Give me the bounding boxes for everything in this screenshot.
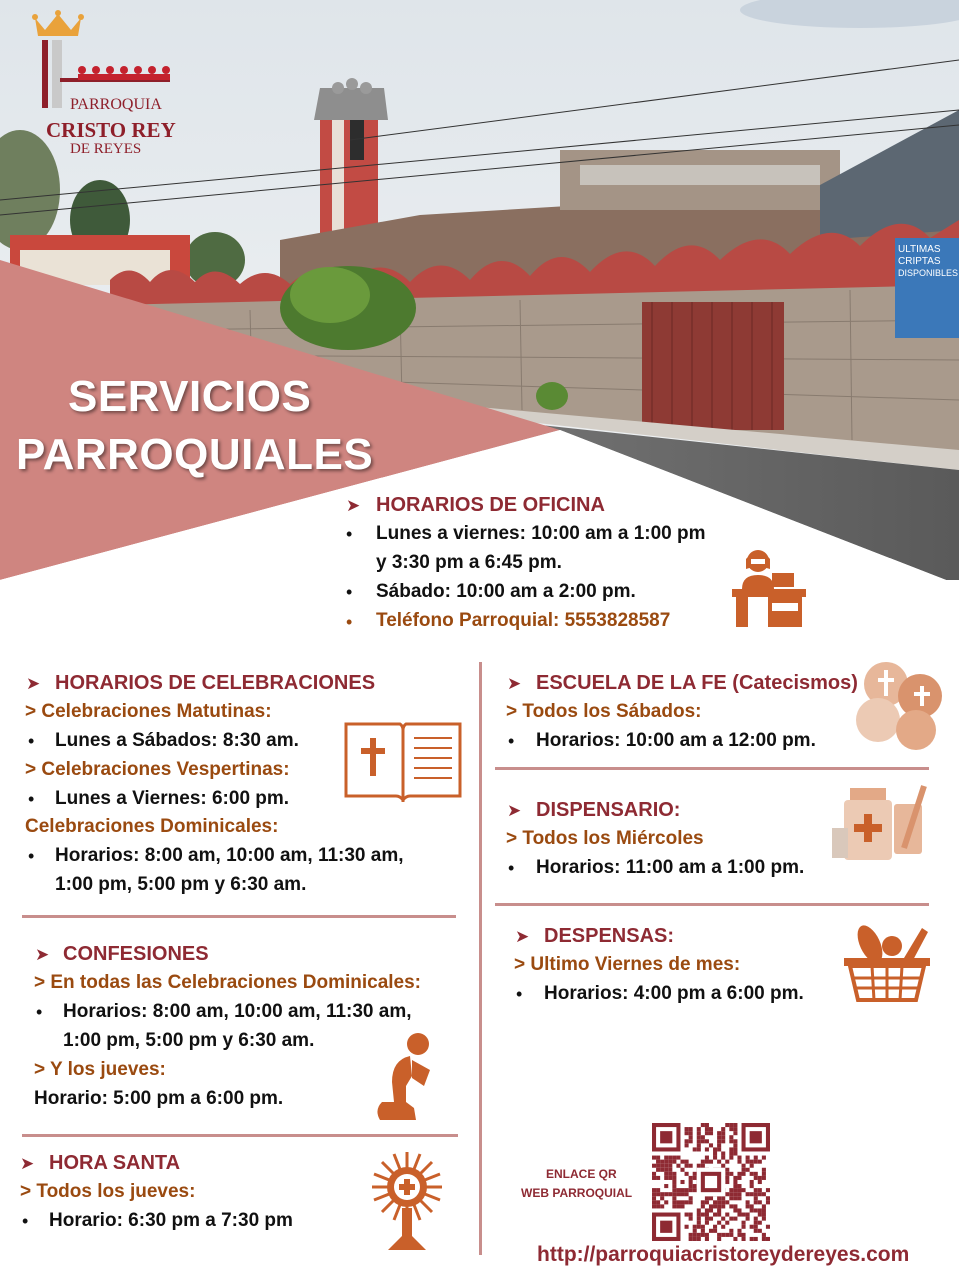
bible-icon — [342, 716, 464, 802]
faith-school-time: Horarios: 10:00 am a 12:00 pm. — [536, 730, 816, 751]
qr-code-icon[interactable] — [652, 1123, 770, 1241]
confessions-line-2: 1:00 pm, 5:00 pm y 6:30 am. — [63, 1030, 315, 1051]
medicine-icon — [832, 778, 932, 864]
parish-logo — [30, 8, 200, 163]
page-title-line-2: PARROQUIALES — [16, 430, 374, 479]
confessions-label-2: > Y los jueves: — [34, 1059, 166, 1080]
celebrations-morning-label: > Celebraciones Matutinas: — [25, 701, 272, 722]
dispensary-time: Horarios: 11:00 am a 1:00 pm. — [536, 857, 805, 878]
arrow-icon: ➤ — [26, 674, 41, 693]
celebrations-sunday-label: Celebraciones Dominicales: — [25, 816, 279, 837]
arrow-icon: ➤ — [515, 927, 530, 946]
praying-person-icon — [372, 1030, 438, 1124]
confessions-line-1: Horarios: 8:00 am, 10:00 am, 11:30 am, — [63, 1001, 412, 1022]
bullet-icon: • — [346, 612, 353, 632]
bullet-icon: • — [36, 1002, 43, 1022]
catechism-icon — [848, 660, 946, 752]
arrow-icon: ➤ — [20, 1154, 35, 1173]
office-weekdays-2: y 3:30 pm a 6:45 pm. — [376, 552, 562, 573]
banner-line-1: ULTIMAS — [898, 244, 941, 255]
column-divider — [479, 662, 482, 1255]
section-divider — [495, 767, 929, 770]
page-title-line-1: SERVICIOS — [68, 372, 312, 421]
holy-hour-heading: HORA SANTA — [49, 1152, 181, 1174]
celebrations-evening-label: > Celebraciones Vespertinas: — [25, 759, 290, 780]
confessions-label-1: > En todas las Celebraciones Dominicales: — [34, 972, 422, 993]
arrow-icon: ➤ — [507, 674, 522, 693]
celebrations-heading: HORARIOS DE CELEBRACIONES — [55, 672, 376, 694]
arrow-icon: ➤ — [507, 801, 522, 820]
celebrations-sunday-2: 1:00 pm, 5:00 pm y 6:30 am. — [55, 874, 307, 895]
arrow-icon: ➤ — [35, 945, 50, 964]
banner-line-2: CRIPTAS — [898, 256, 941, 267]
banner-line-3: DISPONIBLES — [898, 268, 959, 278]
bullet-icon: • — [516, 984, 523, 1004]
dispensary-label: > Todos los Miércoles — [506, 828, 704, 849]
bullet-icon: • — [28, 731, 35, 751]
website-link[interactable]: http://parroquiacristoreydereyes.com — [537, 1243, 910, 1266]
celebrations-evening: Lunes a Viernes: 6:00 pm. — [55, 788, 290, 809]
section-divider — [22, 1134, 458, 1137]
celebrations-morning: Lunes a Sábados: 8:30 am. — [55, 730, 299, 751]
bullet-icon: • — [28, 846, 35, 866]
office-phone: Teléfono Parroquial: 5553828587 — [376, 610, 671, 631]
logo-line-3: DE REYES — [70, 141, 142, 157]
bullet-icon: • — [508, 858, 515, 878]
holy-hour-time: Horario: 6:30 pm a 7:30 pm — [49, 1210, 293, 1231]
office-weekdays-1: Lunes a viernes: 10:00 am a 1:00 pm — [376, 523, 706, 544]
faith-school-heading: ESCUELA DE LA FE (Catecismos) — [536, 672, 858, 694]
section-divider — [22, 915, 456, 918]
celebrations-sunday-1: Horarios: 8:00 am, 10:00 am, 11:30 am, — [55, 845, 404, 866]
bullet-icon: • — [22, 1211, 29, 1231]
qr-label-1: ENLACE QR — [546, 1167, 617, 1181]
qr-label-2: WEB PARROQUIAL — [521, 1186, 633, 1200]
pantry-heading: DESPENSAS: — [544, 925, 675, 947]
section-divider — [495, 903, 929, 906]
confessions-thursday: Horario: 5:00 pm a 6:00 pm. — [34, 1088, 284, 1109]
confessions-heading: CONFESIONES — [63, 943, 209, 965]
basket-icon — [842, 922, 932, 1002]
dispensary-heading: DISPENSARIO: — [536, 799, 681, 821]
bullet-icon: • — [346, 524, 353, 544]
office-saturday: Sábado: 10:00 am a 2:00 pm. — [376, 581, 636, 602]
arrow-icon: ➤ — [346, 496, 361, 515]
office-heading: HORARIOS DE OFICINA — [376, 494, 605, 516]
monstrance-icon — [372, 1150, 442, 1255]
bullet-icon: • — [28, 789, 35, 809]
faith-school-label: > Todos los Sábados: — [506, 701, 702, 722]
holy-hour-label: > Todos los jueves: — [20, 1181, 196, 1202]
bullet-icon: • — [346, 582, 353, 602]
bullet-icon: • — [508, 731, 515, 751]
crown-logo-icon — [30, 8, 200, 108]
logo-line-2: CRISTO REY — [46, 118, 176, 142]
pantry-label: > Ultimo Viernes de mes: — [514, 954, 741, 975]
logo-line-1: PARROQUIA — [70, 96, 162, 113]
office-desk-icon — [728, 545, 810, 631]
pantry-time: Horarios: 4:00 pm a 6:00 pm. — [544, 983, 804, 1004]
